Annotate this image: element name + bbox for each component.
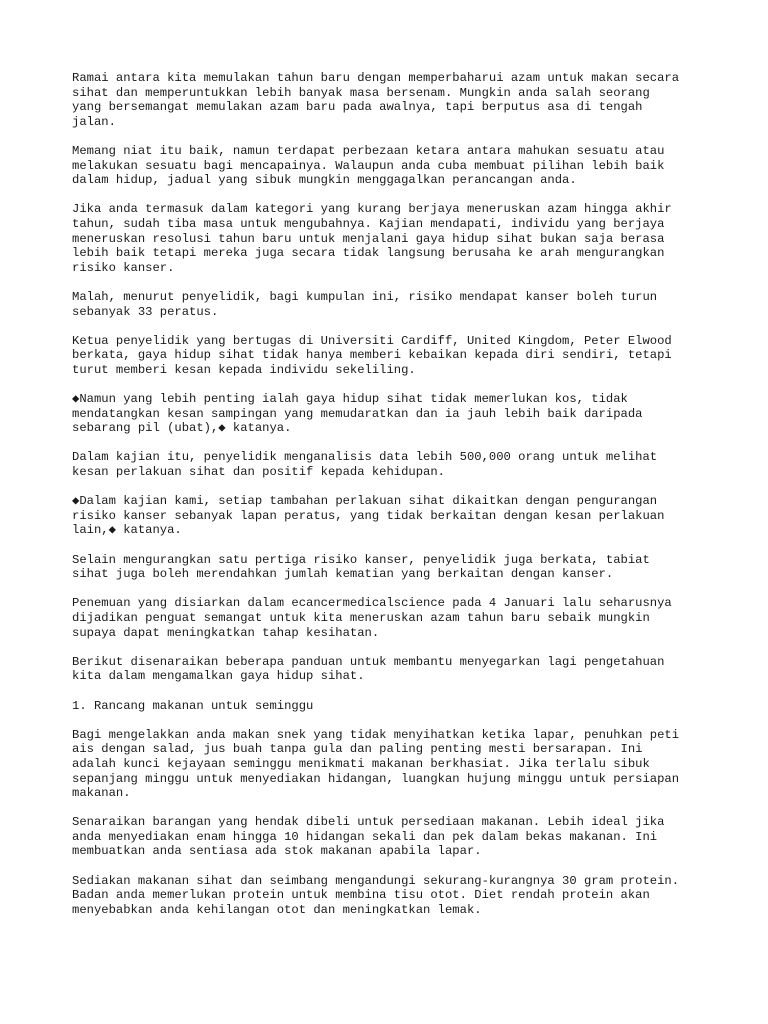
paragraph-5: Ketua penyelidik yang bertugas di Universiti Cardiff, United Kingdom, Peter Elwood berkata, gaya hidup sihat tidak hanya memberi kebaikan kepada diri sendiri, tetapi turut memberi kesan kepada individu sekeliling.	[72, 333, 672, 377]
paragraph-11: Berikut disenaraikan beberapa panduan untuk membantu menyegarkan lagi pengetahuan kita dalam mengamalkan gaya hidup sihat.	[72, 654, 665, 684]
paragraph-2: Memang niat itu baik, namun terdapat perbezaan ketara antara mahukan sesuatu atau melakukan sesuatu bagi mencapainya. Walaupun anda cuba membuat pilihan lebih baik dalam hidup, jadual yang sibuk mungkin menggagalkan perancangan anda.	[72, 143, 665, 188]
paragraph-6-quote: ◆Namun yang lebih penting ialah gaya hidup sihat tidak memerlukan kos, tidak mendatangkan kesan sampingan yang memudaratkan dan ia jauh lebih baik daripada sebarang pil (ubat),◆ katanya.	[72, 392, 643, 436]
paragraph-1: Ramai antara kita memulakan tahun baru dengan memperbaharui azam untuk makan secara sihat dan memperuntukkan lebih banyak masa bersenam. Mungkin anda salah seorang yang bersemangat memulakan azam baru pada awalnya, tapi berputus asa di tengah jalan.	[72, 71, 680, 129]
paragraph-13: Senaraikan barangan yang hendak dibeli untuk persediaan makanan. Lebih ideal jika anda menyediakan enam hingga 10 hidangan sekali dan pek dalam bekas makanan. Ini membuatkan anda sentiasa ada stok makanan apabila lapar.	[72, 815, 665, 859]
paragraph-12: Bagi mengelakkan anda makan snek yang tidak menyihatkan ketika lapar, penuhkan peti ais dengan salad, jus buah tanpa gula dan paling penting mesti bersarapan. Ini adalah kunci kejayaan seminggu menikmati makanan berkhasiat. Jika terlalu sibuk sepanjang minggu untuk menyediakan hidangan, luangkan hujung minggu untuk persiapan makanan.	[72, 727, 680, 801]
paragraph-10: Penemuan yang disiarkan dalam ecancermedicalscience pada 4 Januari lalu seharusnya dijadikan penguat semangat untuk kita meneruskan azam tahun baru sebaik mungkin supaya dapat meningkatkan tahap kesihatan.	[72, 596, 672, 640]
paragraph-14: Sediakan makanan sihat dan seimbang mengandungi sekurang-kurangnya 30 gram protein. Badan anda memerlukan protein untuk membina tisu otot. Diet rendah protein akan menyebabkan anda kehilangan otot dan meningkatkan lemak.	[72, 873, 680, 917]
paragraph-4: Malah, menurut penyelidik, bagi kumpulan ini, risiko mendapat kanser boleh turun sebanyak 33 peratus.	[72, 289, 658, 319]
paragraph-7: Dalam kajian itu, penyelidik menganalisis data lebih 500,000 orang untuk melihat kesan perlakuan sihat dan positif kepada kehidupan.	[72, 450, 658, 480]
document-body	[72, 71, 712, 932]
paragraph-3: Jika anda termasuk dalam kategori yang kurang berjaya meneruskan azam hingga akhir tahun, sudah tiba masa untuk mengubahnya. Kajian mendapati, individu yang berjaya meneruskan resolusi tahun baru untuk menjalani gaya hidup sihat bukan saja berasa lebih baik tetapi mereka juga secara tidak langsung berusaha ke arah mengurangkan risiko kanser.	[72, 202, 672, 275]
paragraph-9: Selain mengurangkan satu pertiga risiko kanser, penyelidik juga berkata, tabiat sihat juga boleh merendahkan jumlah kematian yang berkaitan dengan kanser.	[72, 552, 650, 582]
paragraph-8-quote: ◆Dalam kajian kami, setiap tambahan perlakuan sihat dikaitkan dengan pengurangan risiko kanser sebanyak lapan peratus, yang tidak berkaitan dengan kesan perlakuan lain,◆ katanya.	[72, 494, 665, 538]
section-heading-1: 1. Rancang makanan untuk seminggu	[72, 698, 314, 713]
